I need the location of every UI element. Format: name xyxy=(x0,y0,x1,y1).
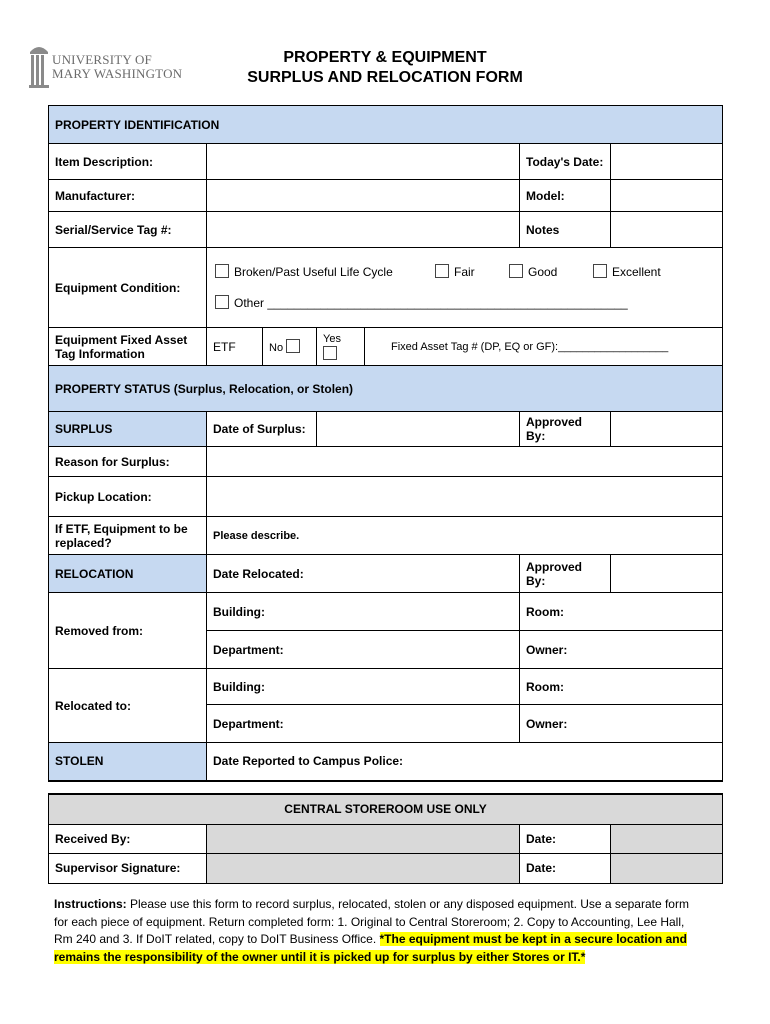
removed-from-label: Removed from: xyxy=(49,593,207,669)
received-by-label: Received By: xyxy=(49,824,207,853)
item-description-field[interactable] xyxy=(207,144,520,180)
date-relocated-field[interactable]: Date Relocated: xyxy=(207,555,520,593)
checkbox-icon[interactable] xyxy=(593,264,607,278)
supervisor-field[interactable] xyxy=(207,853,520,883)
surplus-label: SURPLUS xyxy=(49,412,207,447)
fixed-asset-number[interactable]: Fixed Asset Tag # (DP, EQ or GF):__________________ xyxy=(365,328,723,366)
surplus-approved-field[interactable] xyxy=(611,412,723,447)
model-label: Model: xyxy=(520,180,611,212)
manufacturer-label: Manufacturer: xyxy=(49,180,207,212)
instructions-highlight: *The equipment must be kept in a secure location and remains the responsibility of the owner until it is picked up for surplus by either Stores or IT.* xyxy=(54,932,687,964)
storeroom-table xyxy=(48,793,723,884)
received-by-field[interactable] xyxy=(207,824,520,853)
relocation-approved-label: Approved By: xyxy=(520,555,611,593)
fixed-asset-label: Equipment Fixed Asset Tag Information xyxy=(49,328,207,366)
stolen-label: STOLEN xyxy=(49,743,207,781)
serial-label: Serial/Service Tag #: xyxy=(49,212,207,248)
instructions-text: Please use this form to record surplus, relocated, stolen or any disposed equipment. Use a separate form for each piece of equipment. Return completed form: 1. Original to Central Storeroom; 2. Copy to Accounting, Lee Hall, Rm 240 and 3. If DoIT related, copy to DoIT Business Office. xyxy=(54,897,689,946)
etf-yes-option[interactable]: Yes xyxy=(317,328,365,366)
todays-date-field[interactable] xyxy=(611,144,723,180)
reason-label: Reason for Surplus: xyxy=(49,447,207,477)
todays-date-label: Today's Date: xyxy=(520,144,611,180)
supervisor-date-field[interactable] xyxy=(611,853,723,883)
date-of-surplus-label: Date of Surplus: xyxy=(207,412,317,447)
condition-broken[interactable]: Broken/Past Useful Life Cycle xyxy=(215,265,393,279)
logo-line-1: UNIVERSITY OF xyxy=(52,52,152,67)
received-date-field[interactable] xyxy=(611,824,723,853)
supervisor-label: Supervisor Signature: xyxy=(49,853,207,883)
supervisor-date-label: Date: xyxy=(520,853,611,883)
please-describe-field[interactable]: Please describe. xyxy=(207,517,723,555)
checkbox-icon[interactable] xyxy=(323,346,337,360)
relocation-approved-field[interactable] xyxy=(611,555,723,593)
property-identification-header: PROPERTY IDENTIFICATION xyxy=(49,106,723,144)
date-reported-field[interactable]: Date Reported to Campus Police: xyxy=(207,743,723,781)
property-status-header: PROPERTY STATUS (Surplus, Relocation, or Stolen) xyxy=(49,366,723,412)
checkbox-icon[interactable] xyxy=(215,264,229,278)
notes-field[interactable] xyxy=(611,212,723,248)
relocated-department-field[interactable]: Department: xyxy=(207,705,520,743)
title-line-2: SURPLUS AND RELOCATION FORM xyxy=(247,69,523,86)
page-title xyxy=(205,48,565,88)
relocated-to-label: Relocated to: xyxy=(49,669,207,743)
equipment-condition-options xyxy=(207,248,723,328)
condition-good[interactable]: Good xyxy=(509,265,557,279)
checkbox-icon[interactable] xyxy=(509,264,523,278)
reason-field[interactable] xyxy=(207,447,723,477)
checkbox-icon[interactable] xyxy=(435,264,449,278)
surplus-approved-label: Approved By: xyxy=(520,412,611,447)
item-description-label: Item Description: xyxy=(49,144,207,180)
condition-excellent[interactable]: Excellent xyxy=(593,265,661,279)
pickup-field[interactable] xyxy=(207,477,723,517)
storeroom-header: CENTRAL STOREROOM USE ONLY xyxy=(49,794,723,824)
instructions-label: Instructions: xyxy=(54,897,127,911)
instructions xyxy=(54,896,704,966)
column-logo-icon xyxy=(28,42,50,90)
equipment-condition-label: Equipment Condition: xyxy=(49,248,207,328)
model-field[interactable] xyxy=(611,180,723,212)
title-line-1: PROPERTY & EQUIPMENT xyxy=(283,49,487,66)
pickup-label: Pickup Location: xyxy=(49,477,207,517)
removed-department-field[interactable]: Department: xyxy=(207,631,520,669)
checkbox-icon[interactable] xyxy=(286,339,300,353)
university-logo xyxy=(28,42,198,92)
checkbox-icon[interactable] xyxy=(215,295,229,309)
etf-replaced-label: If ETF, Equipment to be replaced? xyxy=(49,517,207,555)
received-date-label: Date: xyxy=(520,824,611,853)
manufacturer-field[interactable] xyxy=(207,180,520,212)
relocated-owner-field[interactable]: Owner: xyxy=(520,705,723,743)
relocated-room-field[interactable]: Room: xyxy=(520,669,723,705)
etf-label: ETF xyxy=(207,328,263,366)
notes-label: Notes xyxy=(520,212,611,248)
condition-other[interactable]: Other ______________________________________________________ xyxy=(215,296,628,310)
logo-line-2: MARY WASHINGTON xyxy=(52,66,183,81)
relocation-label: RELOCATION xyxy=(49,555,207,593)
serial-field[interactable] xyxy=(207,212,520,248)
date-of-surplus-field[interactable] xyxy=(317,412,520,447)
condition-fair[interactable]: Fair xyxy=(435,265,475,279)
relocated-building-field[interactable]: Building: xyxy=(207,669,520,705)
removed-room-field[interactable]: Room: xyxy=(520,593,723,631)
removed-owner-field[interactable]: Owner: xyxy=(520,631,723,669)
removed-building-field[interactable]: Building: xyxy=(207,593,520,631)
etf-no-option[interactable]: No xyxy=(263,328,317,366)
property-form-table xyxy=(48,105,723,782)
